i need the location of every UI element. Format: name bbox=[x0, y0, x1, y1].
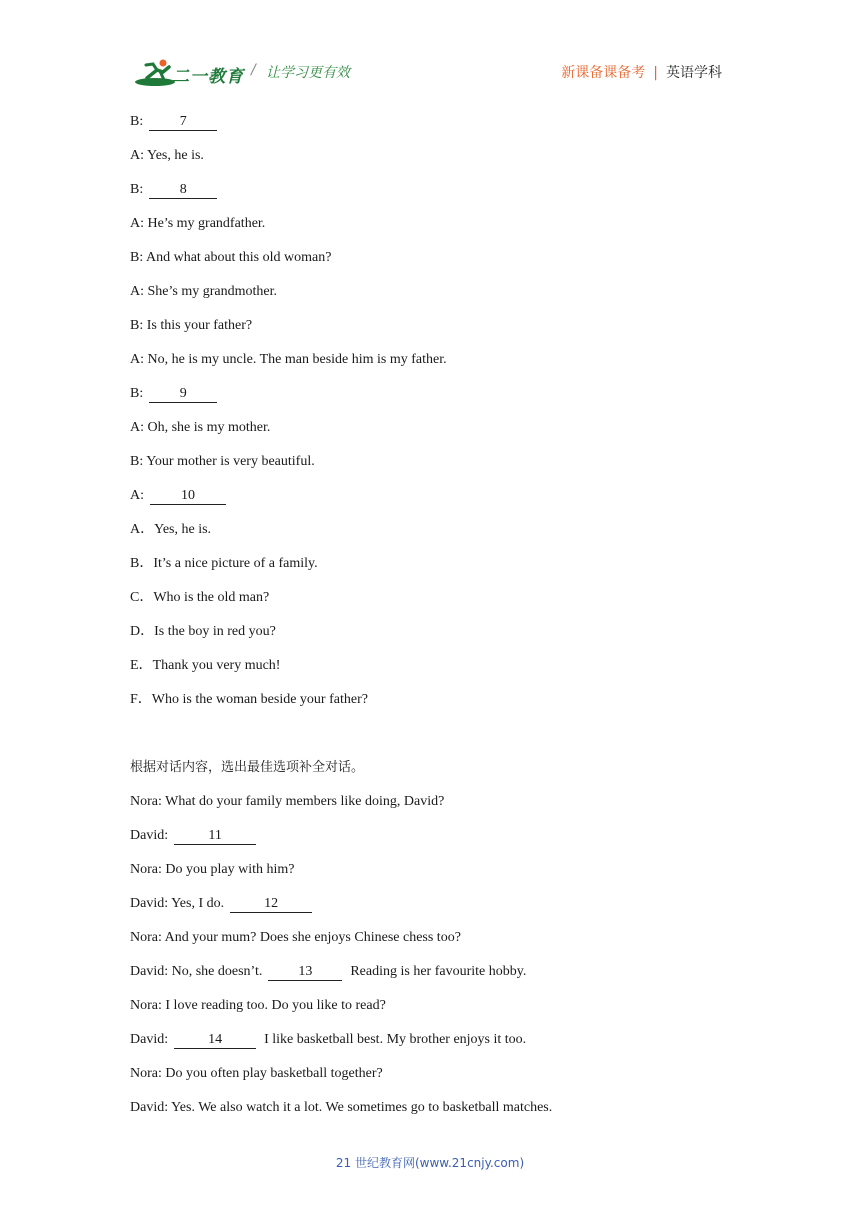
dialogue-line bbox=[130, 384, 730, 418]
dialogue-line bbox=[130, 452, 730, 486]
header-subject: 英语学科 bbox=[666, 65, 722, 81]
dialogue-line bbox=[130, 316, 730, 350]
dialogue-line bbox=[130, 1098, 730, 1132]
dialogue-text: Yes, he is. bbox=[146, 148, 204, 163]
answer-blank: 9 bbox=[149, 386, 217, 403]
speaker-label: David: bbox=[130, 1100, 169, 1115]
option-letter: C． bbox=[130, 590, 154, 605]
option-text: Who is the old man? bbox=[153, 590, 270, 605]
speaker-label: A: bbox=[130, 420, 144, 435]
option-letter: F． bbox=[130, 692, 152, 707]
speaker-label: David: bbox=[130, 964, 169, 979]
dialogue-line bbox=[130, 180, 730, 214]
header-slogan: 让学习更有效 bbox=[266, 65, 350, 81]
speaker-label: Nora: bbox=[130, 998, 162, 1013]
answer-blank: 13 bbox=[268, 964, 342, 981]
option-letter: D． bbox=[130, 624, 155, 639]
dialogue-line bbox=[130, 894, 730, 928]
speaker-label: Nora: bbox=[130, 1066, 162, 1081]
section-instruction: 根据对话内容，选出最佳选项补全对话。 bbox=[130, 760, 365, 775]
dialogue-text: Do you often play basketball together? bbox=[165, 1066, 383, 1081]
speaker-label: Nora: bbox=[130, 862, 162, 877]
dialogue-line bbox=[130, 826, 730, 860]
dialogue-text: Oh, she is my mother. bbox=[147, 420, 271, 435]
dialogue-text: Yes. We also watch it a lot. We sometimes go to basketball matches. bbox=[171, 1100, 553, 1115]
dialogue-line bbox=[130, 792, 730, 826]
speaker-label: A: bbox=[130, 148, 144, 163]
option-item bbox=[130, 588, 730, 622]
option-item bbox=[130, 622, 730, 656]
dialogue-line bbox=[130, 928, 730, 962]
dialogue-text: He’s my grandfather. bbox=[147, 216, 266, 231]
option-item bbox=[130, 520, 730, 554]
page-footer: 21 世纪教育网(www.21cnjy.com) bbox=[335, 1156, 525, 1170]
speaker-label: A: bbox=[130, 216, 144, 231]
dialogue-line bbox=[130, 282, 730, 316]
dialogue-text: I like basketball best. My brother enjoys it too. bbox=[264, 1032, 527, 1047]
dialogue-text: Your mother is very beautiful. bbox=[146, 454, 315, 469]
speaker-label: Nora: bbox=[130, 794, 162, 809]
dialogue-text: And your mum? Does she enjoys Chinese chess too? bbox=[164, 930, 461, 945]
speaker-label: B: bbox=[130, 318, 144, 333]
dialogue-line bbox=[130, 1030, 730, 1064]
option-item bbox=[130, 554, 730, 588]
header-right bbox=[561, 62, 722, 82]
speaker-label: B: bbox=[130, 114, 144, 129]
dialogue-line bbox=[130, 248, 730, 282]
dialogue-line bbox=[130, 1064, 730, 1098]
speaker-label: David: bbox=[130, 828, 169, 843]
dialogue-text: Is this your father? bbox=[146, 318, 253, 333]
answer-blank: 12 bbox=[230, 896, 312, 913]
header-course-label: 新课备课备考 bbox=[561, 65, 646, 81]
dialogue-text: No, she doesn’t. bbox=[171, 964, 263, 979]
dialogue-line bbox=[130, 486, 730, 520]
option-text: Who is the woman beside your father? bbox=[151, 692, 368, 707]
dialogue-text: Do you play with him? bbox=[165, 862, 295, 877]
dialogue-line bbox=[130, 214, 730, 248]
answer-blank: 11 bbox=[174, 828, 256, 845]
speaker-label: B: bbox=[130, 182, 144, 197]
dialogue-line bbox=[130, 860, 730, 894]
option-item bbox=[130, 656, 730, 690]
answer-blank: 14 bbox=[174, 1032, 256, 1049]
option-item bbox=[130, 690, 730, 724]
option-letter: A． bbox=[130, 522, 155, 537]
dialogue-text: No, he is my uncle. The man beside him is my father. bbox=[147, 352, 447, 367]
speaker-label: B: bbox=[130, 454, 144, 469]
speaker-label: A: bbox=[130, 284, 144, 299]
dialogue-text: I love reading too. Do you like to read? bbox=[165, 998, 386, 1013]
answer-blank: 8 bbox=[149, 182, 217, 199]
page-header bbox=[0, 0, 860, 100]
dialogue-line bbox=[130, 962, 730, 996]
option-text: Thank you very much! bbox=[152, 658, 281, 673]
speaker-label: B: bbox=[130, 250, 144, 265]
dialogue-text: Yes, I do. bbox=[171, 896, 225, 911]
dialogue-line bbox=[130, 418, 730, 452]
dialogue-text: Reading is her favourite hobby. bbox=[350, 964, 527, 979]
answer-blank: 7 bbox=[149, 114, 217, 131]
speaker-label: Nora: bbox=[130, 930, 162, 945]
dialogue-line bbox=[130, 146, 730, 180]
speaker-label: A: bbox=[130, 488, 144, 503]
option-letter: E． bbox=[130, 658, 153, 673]
option-text: It’s a nice picture of a family. bbox=[153, 556, 318, 571]
brand-name: 二一教育 bbox=[172, 67, 244, 87]
speaker-label: David: bbox=[130, 1032, 169, 1047]
dialogue-text: What do your family members like doing, David? bbox=[165, 794, 445, 809]
dialogue-line bbox=[130, 350, 730, 384]
section-spacer bbox=[130, 724, 730, 758]
option-text: Yes, he is. bbox=[154, 522, 212, 537]
speaker-label: David: bbox=[130, 896, 169, 911]
dialogue-line bbox=[130, 112, 730, 146]
header-divider: | bbox=[653, 65, 658, 81]
dialogue-text: She’s my grandmother. bbox=[147, 284, 277, 299]
document-body bbox=[130, 112, 730, 1132]
speaker-label: B: bbox=[130, 386, 144, 401]
header-separator: / bbox=[251, 62, 256, 78]
option-text: Is the boy in red you? bbox=[154, 624, 276, 639]
dialogue-text: And what about this old woman? bbox=[145, 250, 332, 265]
answer-blank: 10 bbox=[150, 488, 226, 505]
dialogue-line bbox=[130, 996, 730, 1030]
option-letter: B． bbox=[130, 556, 154, 571]
speaker-label: A: bbox=[130, 352, 144, 367]
